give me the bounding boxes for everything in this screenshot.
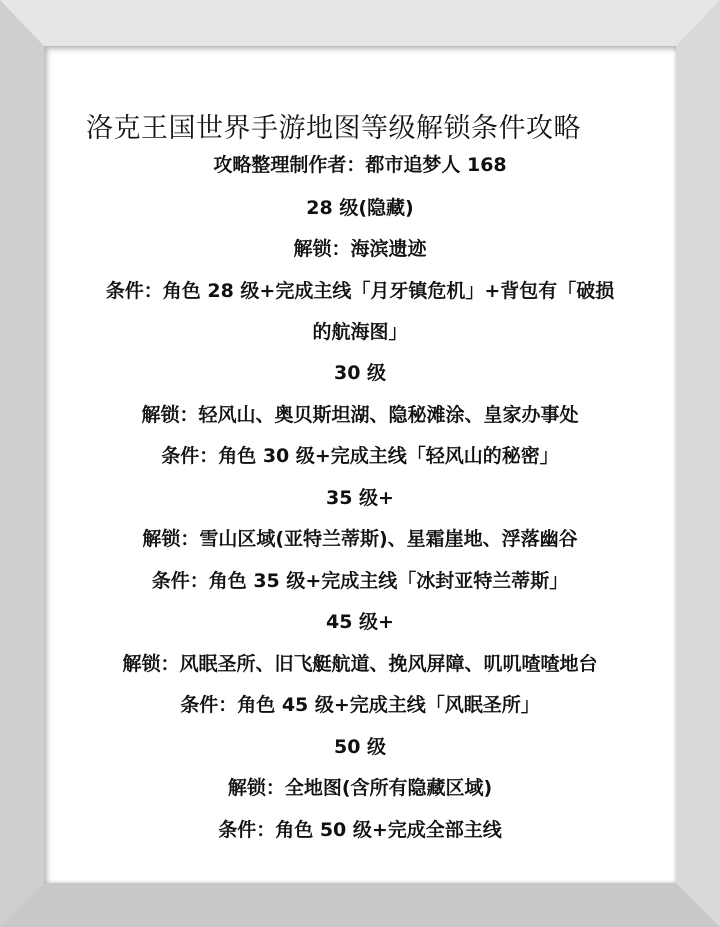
level-heading-28: 28 级(隐藏) xyxy=(306,197,414,219)
level-heading-30: 30 级 xyxy=(333,362,387,384)
level-heading-50: 50 级 xyxy=(333,736,387,758)
condition-text-50: 条件：角色 50 级+完成全部主线 xyxy=(218,819,502,841)
condition-text-35: 条件：角色 35 级+完成主线「冰封亚特兰蒂斯」 xyxy=(151,570,569,592)
level-heading-45: 45 级+ xyxy=(326,611,394,633)
unlock-text-35: 解锁：雪山区域(亚特兰蒂斯)、星霜崖地、浮落幽谷 xyxy=(142,528,578,550)
unlock-text-45: 解锁：风眠圣所、旧飞艇航道、挽风屏障、叽叽喳喳地台 xyxy=(122,653,598,675)
condition-text-28-line2: 的航海图」 xyxy=(312,321,408,343)
condition-text-45: 条件：角色 45 级+完成主线「风眠圣所」 xyxy=(180,694,540,716)
unlock-text-30: 解锁：轻风山、奥贝斯坦湖、隐秘滩涂、皇家办事处 xyxy=(141,404,579,426)
unlock-text-50: 解锁：全地图(含所有隐藏区域) xyxy=(227,777,493,799)
condition-text-28-line1: 条件：角色 28 级+完成主线「月牙镇危机」+背包有「破损 xyxy=(105,280,615,302)
condition-text-30: 条件：角色 30 级+完成主线「轻风山的秘密」 xyxy=(161,445,559,467)
author-credit: 攻略整理制作者：都市追梦人 168 xyxy=(213,154,507,176)
page-title: 洛克王国世界手游地图等级解锁条件攻略 xyxy=(86,113,581,144)
level-heading-35: 35 级+ xyxy=(326,487,394,509)
unlock-text-28: 解锁：海滨遗迹 xyxy=(293,238,427,260)
